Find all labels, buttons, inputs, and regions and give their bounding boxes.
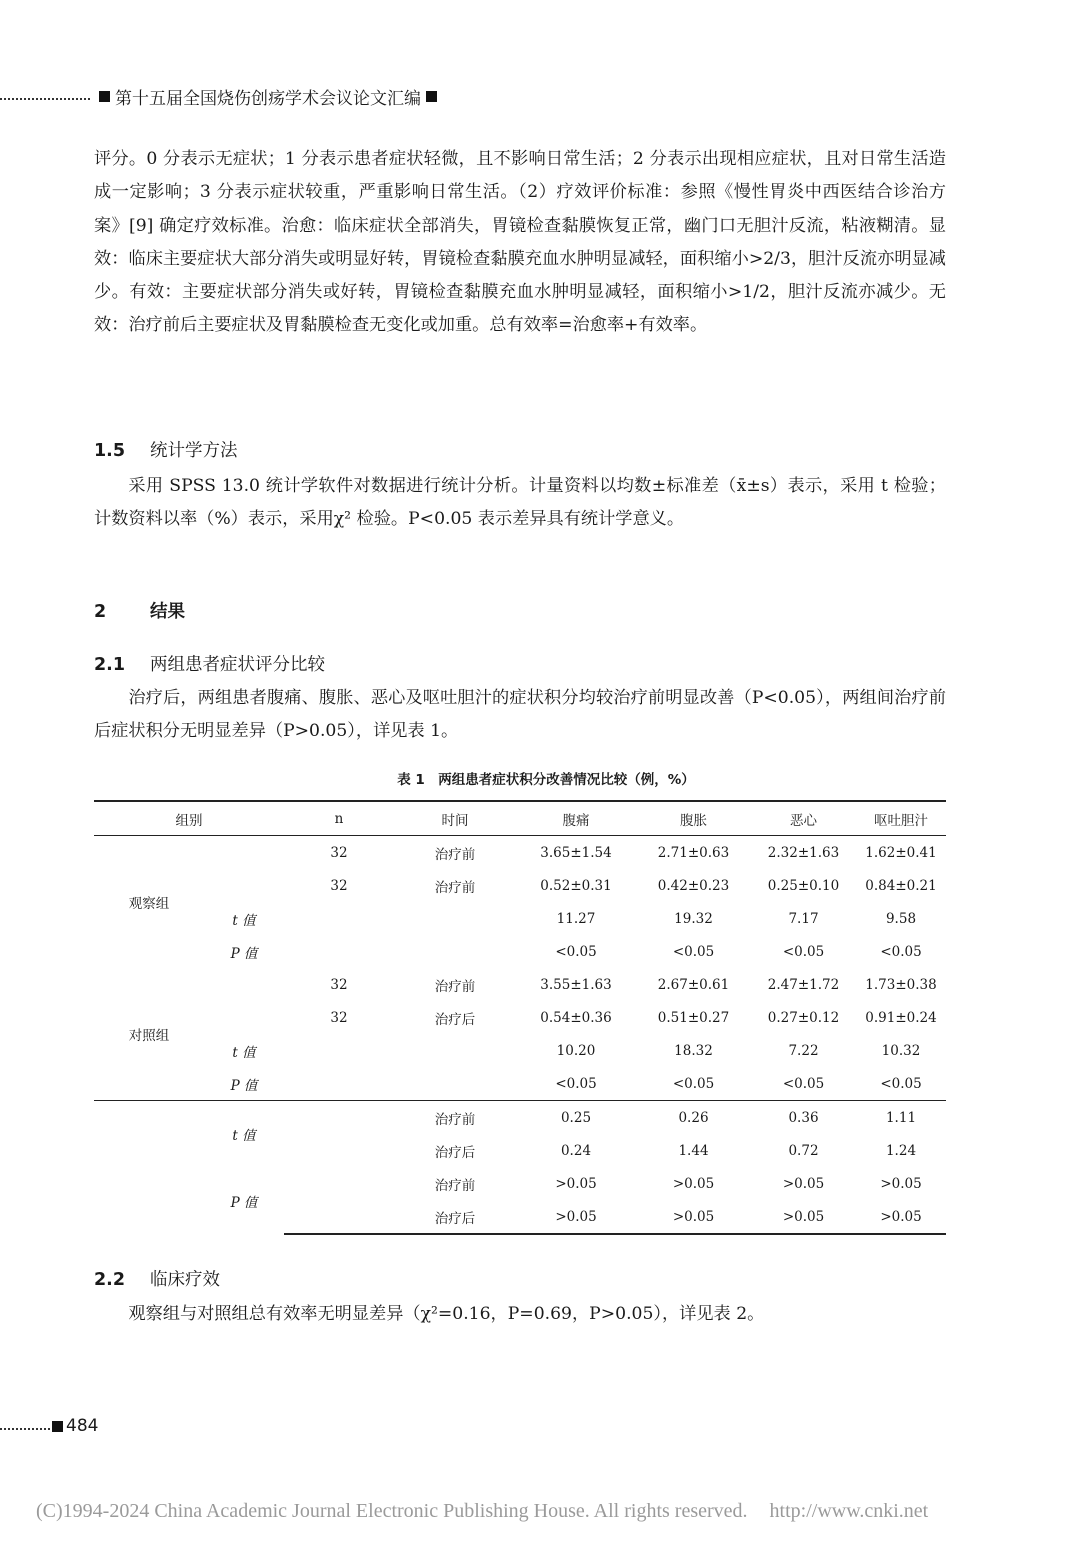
copyright-line [36, 1500, 928, 1523]
table-cell: 治疗前 [434, 978, 476, 995]
table-cell: 0.24 [560, 1142, 592, 1159]
between-t-label: t 值 [204, 1101, 284, 1168]
table-cell: 0.26 [636, 1101, 751, 1135]
header-group: 组别 [175, 812, 203, 829]
copyright-text: (C)1994-2024 China Academic Journal Electronic Publishing House. All rights reserved. [36, 1500, 748, 1522]
square-bullet-icon [426, 91, 437, 102]
group-label-control: 对照组 [128, 1028, 170, 1044]
header-bile-vomiting: 呕吐胆汁 [874, 812, 928, 829]
section-title: 结果 [150, 602, 185, 622]
results-paragraph [94, 682, 946, 749]
table-cell: 0.91±0.24 [865, 1009, 937, 1026]
section-number: 2.1 [94, 655, 126, 675]
table-cell: 2.71±0.63 [657, 844, 730, 861]
table-cell: <0.05 [880, 943, 922, 960]
stats-text: 采用 SPSS 13.0 统计学软件对数据进行统计分析。计量资料以均数±标准差（x̄±s）表示，采用 t 检验；计数资料以率（%）表示，采用χ² 检验。P<0.05 表示差异具有统计学意义。 [94, 476, 946, 530]
table-cell: 0.36 [751, 1101, 856, 1135]
table-cell: 2.67±0.61 [657, 976, 730, 993]
square-bullet-icon [52, 1421, 63, 1432]
efficacy-text: 观察组与对照组总有效率无明显差异（χ²=0.16，P=0.69，P>0.05），详见表 2。 [128, 1304, 765, 1324]
table-cell: P 值 [230, 1077, 258, 1094]
section-title: 两组患者症状评分比较 [150, 655, 325, 675]
table-cell: t 值 [232, 1044, 256, 1061]
table-row [94, 1167, 946, 1200]
table-cell: 0.25±0.10 [767, 877, 840, 894]
table-cell: 0.54±0.36 [540, 1009, 612, 1026]
table-cell: 9.58 [885, 910, 917, 927]
table-cell: 3.55±1.63 [540, 976, 612, 993]
section-1-5-heading [94, 437, 238, 462]
section-2-1-heading [94, 651, 325, 676]
table-cell: <0.05 [782, 943, 825, 960]
results-text: 治疗后，两组患者腹痛、腹胀、恶心及呕吐胆汁的症状积分均较治疗前明显改善（P<0.05），两组间治疗前后症状积分无明显差异（P>0.05），详见表 1。 [94, 688, 946, 742]
header-time: 时间 [441, 812, 469, 829]
table-cell: >0.05 [555, 1175, 597, 1192]
table-row [94, 902, 946, 935]
table-cell: 治疗前 [434, 846, 476, 863]
page-number: 484 [66, 1416, 99, 1436]
square-bullet-icon [99, 91, 110, 102]
table-cell: 2.47±1.72 [767, 976, 840, 993]
table-cell: 治疗后 [434, 1144, 476, 1161]
table-cell: >0.05 [856, 1200, 946, 1234]
table-cell: 0.72 [788, 1142, 819, 1159]
table-cell: 治疗前 [434, 879, 476, 896]
group-label-observation: 观察组 [128, 896, 170, 912]
table-caption: 表 1 两组患者症状积分改善情况比较（例，%） [397, 772, 695, 788]
efficacy-paragraph [94, 1298, 946, 1331]
table-cell: >0.05 [636, 1200, 751, 1234]
table-row [94, 1067, 946, 1101]
table-cell: 32 [330, 1009, 348, 1026]
header-title: 第十五届全国烧伤创疡学术会议论文汇编 [115, 88, 421, 109]
table-cell: 10.20 [556, 1042, 596, 1059]
section-title: 临床疗效 [150, 1270, 220, 1290]
table-row [94, 836, 946, 870]
section-2-2-heading [94, 1266, 220, 1291]
table-cell: 32 [330, 877, 348, 894]
intro-text: 评分。0 分表示无症状；1 分表示患者症状轻微，且不影响日常生活；2 分表示出现相应症状，且对日常生活造成一定影响；3 分表示症状较重，严重影响日常生活。（2）疗效评价标准：参照《慢性胃炎中西医结合诊治方案》[9] 确定疗效标准。治愈：临床症状全部消失，胃镜检查黏膜恢复正常，幽门口无胆汁反流，粘液糊清。显效：临床主要症状大部分消失或明显好转，胃镜检查黏膜充血水肿明显减轻，面积缩小>2/3，胆汁反流亦明显减少。有效：主要症状部分消失或好转，胃镜检查黏膜充血水肿明显减轻，面积缩小>1/2，胆汁反流亦减少。无效：治疗前后主要症状及胃黏膜检查无变化或加重。总有效率=治愈率+有效率。 [94, 149, 946, 336]
table-cell: <0.05 [672, 1075, 715, 1092]
table-cell: 0.84±0.21 [865, 877, 937, 894]
header-n: n [334, 810, 344, 827]
table-cell: 3.65±1.54 [540, 844, 612, 861]
table-cell: >0.05 [516, 1200, 636, 1234]
page-footer [0, 1416, 98, 1436]
table-cell: 1.73±0.38 [865, 976, 937, 993]
table-row [94, 935, 946, 968]
table-cell: 11.27 [556, 910, 596, 927]
table-cell: >0.05 [880, 1175, 922, 1192]
section-2-heading [94, 598, 185, 623]
table-cell: 治疗后 [394, 1200, 516, 1234]
running-header [0, 84, 470, 108]
table-row [94, 968, 946, 1001]
table-cell: 1.11 [856, 1101, 946, 1135]
stats-paragraph [94, 470, 946, 537]
table-cell: 18.32 [674, 1042, 713, 1059]
table-cell: 7.17 [788, 910, 819, 927]
table-cell: >0.05 [751, 1200, 856, 1234]
table-cell: <0.05 [672, 943, 715, 960]
table-cell: 0.42±0.23 [657, 877, 730, 894]
table-cell: 0.52±0.31 [540, 877, 612, 894]
table-row [94, 869, 946, 902]
footer-dotted-leader [0, 1428, 50, 1430]
table-cell: 19.32 [674, 910, 713, 927]
table-cell: t 值 [232, 912, 256, 929]
intro-paragraph [94, 143, 946, 343]
section-number: 2.2 [94, 1270, 126, 1290]
between-p-label: P 值 [230, 1194, 258, 1211]
table-cell: 32 [330, 976, 348, 993]
table-row [94, 1101, 946, 1135]
header-abdominal-pain: 腹痛 [562, 812, 590, 829]
table-cell: 0.51±0.27 [657, 1009, 730, 1026]
table-row [94, 1001, 946, 1034]
table-cell: 32 [330, 844, 348, 861]
table-cell: <0.05 [555, 943, 597, 960]
table-cell: 0.25 [516, 1101, 636, 1135]
header-dotted-leader [0, 98, 90, 100]
header-bloating: 腹胀 [680, 812, 707, 829]
symptom-score-table [94, 800, 946, 1235]
table-cell: >0.05 [672, 1175, 715, 1192]
table-cell: <0.05 [782, 1075, 825, 1092]
table-cell: >0.05 [782, 1175, 825, 1192]
table-cell: 1.24 [885, 1142, 917, 1159]
header-nausea: 恶心 [790, 812, 817, 829]
table-cell: 治疗后 [434, 1011, 476, 1028]
table-cell: 10.32 [881, 1042, 921, 1059]
cnki-url: http://www.cnki.net [769, 1500, 929, 1522]
section-number: 2 [94, 602, 107, 622]
table-cell: 0.27±0.12 [767, 1009, 840, 1026]
table-cell: 7.22 [788, 1042, 819, 1059]
table-cell: <0.05 [880, 1075, 922, 1092]
table-cell: 2.32±1.63 [767, 844, 840, 861]
table-row [94, 1034, 946, 1067]
table-cell: 治疗前 [394, 1101, 516, 1135]
table-cell: 治疗前 [434, 1177, 476, 1194]
table-cell: P 值 [230, 945, 258, 962]
table-cell: 1.44 [678, 1142, 709, 1159]
table-cell: 1.62±0.41 [865, 844, 937, 861]
table-header-row [94, 801, 946, 836]
section-title: 统计学方法 [150, 441, 238, 461]
table-cell: <0.05 [555, 1075, 597, 1092]
section-number: 1.5 [94, 441, 126, 461]
